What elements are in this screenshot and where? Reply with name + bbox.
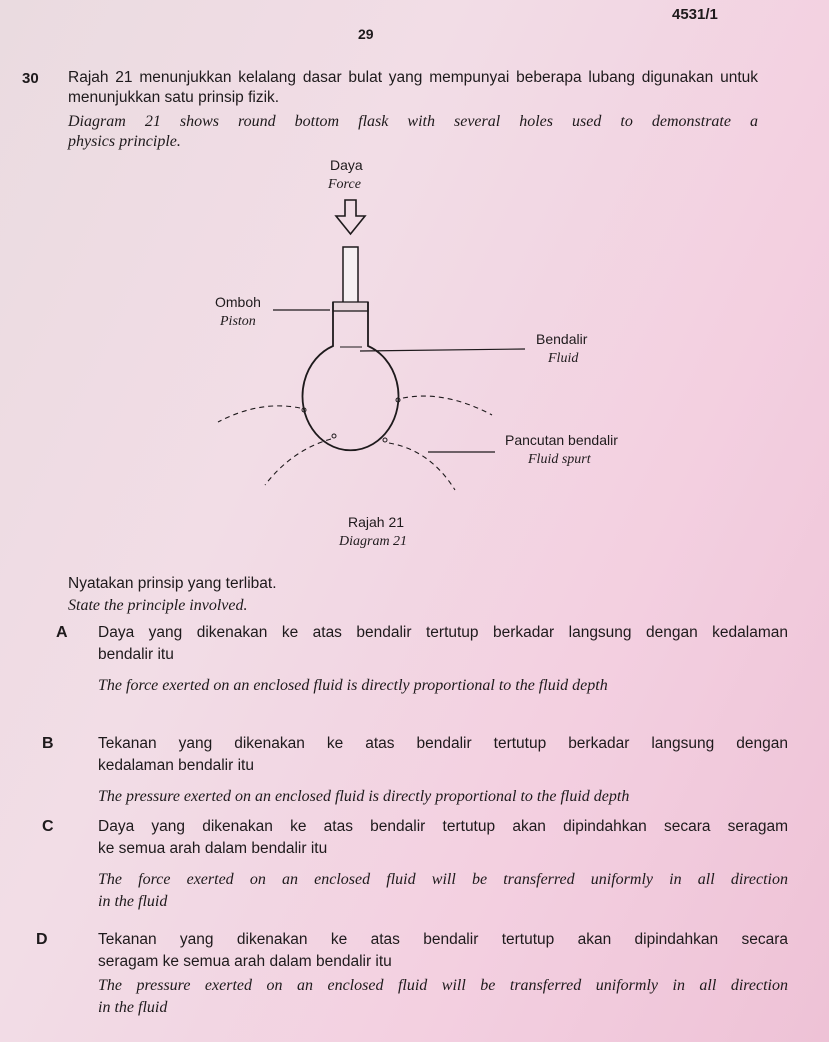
option-c <box>98 816 788 913</box>
question-english-line2: physics principle. <box>68 133 181 150</box>
paper-code: 4531/1 <box>672 6 718 23</box>
label-spurt-malay: Pancutan bendalir <box>505 432 618 448</box>
stem-malay: Nyatakan prinsip yang terlibat. <box>68 575 277 592</box>
option-d <box>98 929 788 1019</box>
option-a-english: The force exerted on an enclosed fluid is directly proportional to the fluid depth <box>98 677 608 694</box>
option-d-english-line2: in the fluid <box>98 999 168 1016</box>
option-a-malay-line1: Daya yang dikenakan ke atas bendalir tertutup berkadar langsung dengan kedalaman <box>98 624 788 641</box>
question-malay-line1: Rajah 21 menunjukkan kelalang dasar bulat yang mempunyai beberapa lubang digunakan untuk <box>68 69 758 86</box>
label-piston-malay: Omboh <box>215 294 261 310</box>
fluid-spurts <box>218 396 492 490</box>
label-fluid-english: Fluid <box>548 351 579 366</box>
option-c-malay-line2: ke semua arah dalam bendalir itu <box>98 840 328 857</box>
diagram-caption-english: Diagram 21 <box>339 534 408 549</box>
stem-english: State the principle involved. <box>68 597 248 614</box>
label-force-malay: Daya <box>330 157 363 173</box>
fluid-leader-line <box>360 349 525 351</box>
option-a-malay-line2: bendalir itu <box>98 646 174 663</box>
question-english-line1: Diagram 21 shows round bottom flask with several holes used to demonstrate a <box>68 113 758 130</box>
force-arrow-icon <box>336 200 365 234</box>
option-d-malay-line2: seragam ke semua arah dalam bendalir itu <box>98 953 392 970</box>
option-a-letter: A <box>56 624 68 641</box>
option-d-letter: D <box>36 931 48 948</box>
page-number: 29 <box>358 26 374 42</box>
option-a <box>98 622 788 697</box>
option-b-english: The pressure exerted on an enclosed fluid is directly proportional to the fluid depth <box>98 788 630 805</box>
option-b-malay-line2: kedalaman bendalir itu <box>98 757 254 774</box>
flask-icon <box>302 302 400 450</box>
flask-diagram <box>200 150 660 550</box>
label-piston-english: Piston <box>220 314 256 329</box>
option-c-english <box>98 869 788 913</box>
question-text-malay <box>68 68 758 108</box>
option-b-malay-line1: Tekanan yang dikenakan ke atas bendalir tertutup berkadar langsung dengan <box>98 735 788 752</box>
option-b <box>98 733 788 808</box>
option-d-malay-line1: Tekanan yang dikenakan ke atas bendalir tertutup akan dipindahkan secara <box>98 931 788 948</box>
option-c-malay-line1: Daya yang dikenakan ke atas bendalir tertutup akan dipindahkan secara seragam <box>98 818 788 835</box>
question-number: 30 <box>22 70 39 87</box>
label-spurt-english: Fluid spurt <box>528 452 591 467</box>
option-c-english-line2: in the fluid <box>98 893 168 910</box>
question-malay-line2: menunjukkan satu prinsip fizik. <box>68 89 280 106</box>
label-fluid-malay: Bendalir <box>536 331 588 347</box>
option-c-english-line1: The force exerted on an enclosed fluid will be transferred uniformly in all direction <box>98 871 788 888</box>
diagram-caption-malay: Rajah 21 <box>348 514 405 530</box>
option-d-english <box>98 975 788 1019</box>
option-d-english-line1: The pressure exerted on an enclosed fluid will be transferred uniformly in all direction <box>98 977 788 994</box>
question-text-english <box>68 112 758 152</box>
label-force-english: Force <box>328 177 361 192</box>
option-b-letter: B <box>42 735 54 752</box>
piston-icon <box>333 247 368 311</box>
option-c-letter: C <box>42 818 54 835</box>
